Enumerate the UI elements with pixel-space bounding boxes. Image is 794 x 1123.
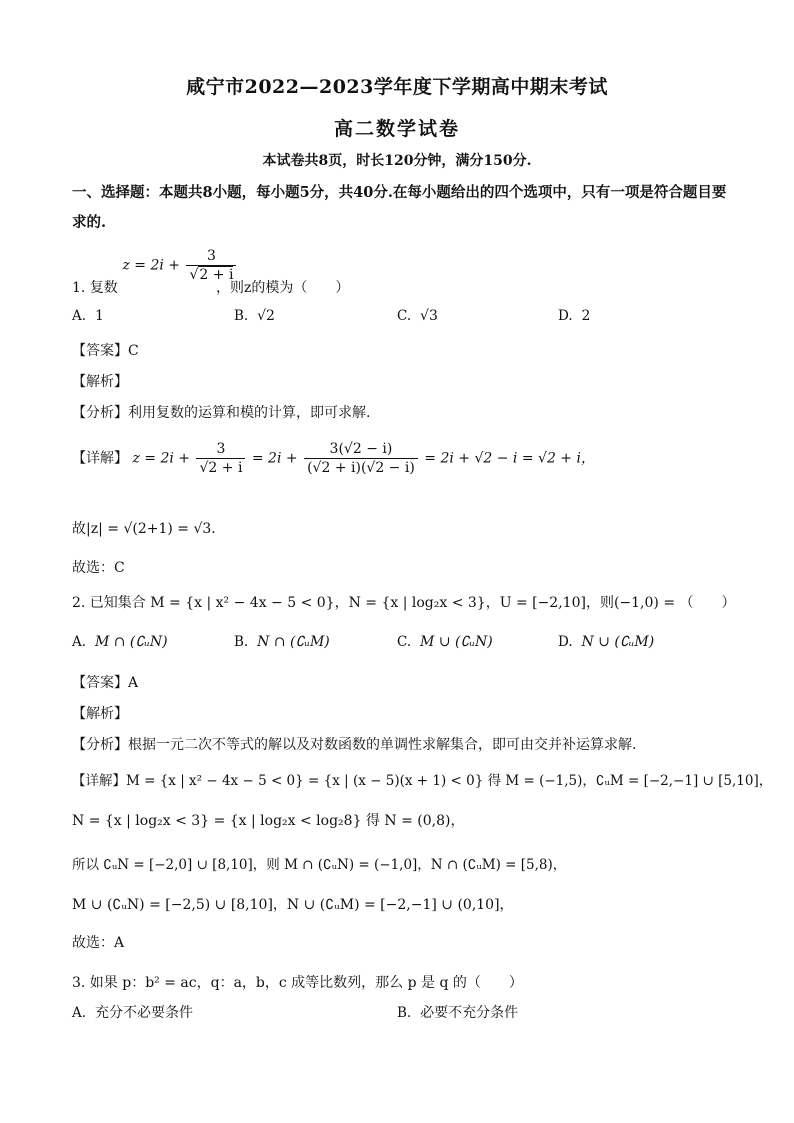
q3-option-a [72, 1002, 193, 1022]
q2-detail-4: M ∪ (∁ᵤN) = [−2,5) ∪ [8,10]，N ∪ (∁ᵤM) = [−2,−1] ∪ (0,10]， [72, 897, 514, 913]
q2-option-d-value: N ∪ (∁ᵤM) [581, 634, 655, 650]
q1-option-b [234, 308, 275, 324]
exam-subtitle: 高二数学试卷 [333, 118, 460, 140]
q2-option-d-label: D. [558, 634, 573, 650]
q1-option-c-value: √3 [420, 308, 438, 324]
q2-analysis-tag: 【解析】 [72, 706, 128, 722]
q1-suffix: ，则z的模为（ ） [216, 280, 350, 296]
q1-option-c [397, 308, 438, 324]
exam-title: 咸宁市2022—2023学年度下学期高中期末考试 [186, 76, 608, 98]
q1-option-a-label: A. [72, 308, 87, 324]
q2-option-a-label: A. [72, 634, 87, 650]
q3-option-a-value: 充分不必要条件 [94, 1005, 193, 1021]
q1-detail-frac1-num: 3 [196, 440, 245, 459]
q1-detail-line [72, 440, 595, 477]
q1-frac-den: 2 + i [199, 267, 234, 283]
q1-modulus: 故|z| = √(2+1) = √3. [72, 521, 216, 537]
q1-analysis-text: 【分析】利用复数的运算和模的计算，即可求解. [72, 405, 371, 421]
q3-option-a-label: A. [72, 1005, 87, 1021]
q2-detail-3: 所以 ∁ᵤN = [−2,0] ∪ [8,10]，则 M ∩ (∁ᵤN) = (−1,0]，N ∩ (∁ᵤM) = [5,8)， [72, 857, 567, 873]
q2-analysis-text: 【分析】根据一元二次不等式的解以及对数函数的单调性求解集合，即可由交并补运算求解. [72, 737, 637, 753]
q2-option-c-value: M ∪ (∁ᵤN) [420, 634, 493, 650]
q1-option-a [72, 308, 104, 324]
q1-detail-end: = 2i + √2 − i = √2 + i， [424, 450, 595, 467]
q1-detail-eq2: = 2i + [251, 450, 298, 467]
q2-option-a-value: M ∩ (∁ᵤN) [94, 634, 168, 650]
q1-formula-prefix: z = 2i + [122, 257, 181, 274]
q1-detail-frac2-den: (√2 + i)(√2 − i) [307, 460, 415, 476]
section-heading: 一、选择题：本题共8小题，每小题5分，共40分.在每小题给出的四个选项中，只有一项是符合题目要求的. [72, 184, 727, 231]
q3-stem: 3. 如果 p：b² = ac，q：a，b，c 成等比数列，那么 p 是 q 的（ ） [72, 975, 523, 991]
q2-option-a [72, 634, 168, 650]
q1-detail-frac1 [196, 440, 245, 477]
q2-option-d [558, 634, 654, 650]
q1-frac-den-wrap: √2 + i [189, 267, 234, 283]
q2-option-c [397, 634, 493, 650]
exam-note: 本试卷共8页，时长120分钟，满分150分. [262, 153, 532, 169]
q2-answer: 【答案】A [72, 675, 139, 691]
q1-choice: 故选：C [72, 560, 125, 576]
q2-option-b-label: B. [234, 634, 249, 650]
q3-option-b [397, 1002, 518, 1022]
q1-analysis-tag: 【解析】 [72, 374, 128, 390]
q1-option-c-label: C. [397, 308, 412, 324]
q1-detail-frac2 [304, 440, 418, 477]
q1-frac-num: 3 [186, 247, 236, 266]
q3-option-b-label: B. [397, 1005, 412, 1021]
q1-number: 1. 复数 [72, 280, 118, 296]
q1-detail-frac2-num: 3(√2 − i) [304, 440, 418, 459]
q1-option-d-label: D. [558, 308, 573, 324]
q1-option-d-value: 2 [581, 308, 591, 324]
q1-answer: 【答案】C [72, 343, 139, 359]
q2-stem: 2. 已知集合 M = {x | x² − 4x − 5 < 0}，N = {x | log₂x < 3}，U = [−2,10]，则(−1,0) = （ ） [72, 595, 736, 611]
q2-option-c-label: C. [397, 634, 412, 650]
q2-detail-2: N = {x | log₂x < 3} = {x | log₂x < log₂8} 得 N = (0,8)， [72, 813, 465, 829]
q2-choice: 故选：A [72, 935, 125, 951]
q2-detail-1: 【详解】M = {x | x² − 4x − 5 < 0} = {x | (x − 5)(x + 1) < 0} 得 M = (−1,5)，∁ᵤM = [−2,−1] ∪ [5,10]， [72, 773, 773, 789]
q1-option-b-label: B. [234, 308, 249, 324]
q1-detail-start: z = 2i + [132, 450, 191, 467]
q1-detail-tag: 【详解】 [72, 450, 128, 467]
q1-detail-frac1-den: √2 + i [199, 460, 243, 476]
q2-option-b-value: N ∩ (∁ᵤM) [257, 634, 330, 650]
q3-option-b-value: 必要不充分条件 [420, 1005, 519, 1021]
q1-option-d [558, 308, 590, 324]
q2-option-b [234, 634, 330, 650]
q1-option-b-value: √2 [257, 308, 275, 324]
q1-option-a-value: 1 [94, 308, 104, 324]
